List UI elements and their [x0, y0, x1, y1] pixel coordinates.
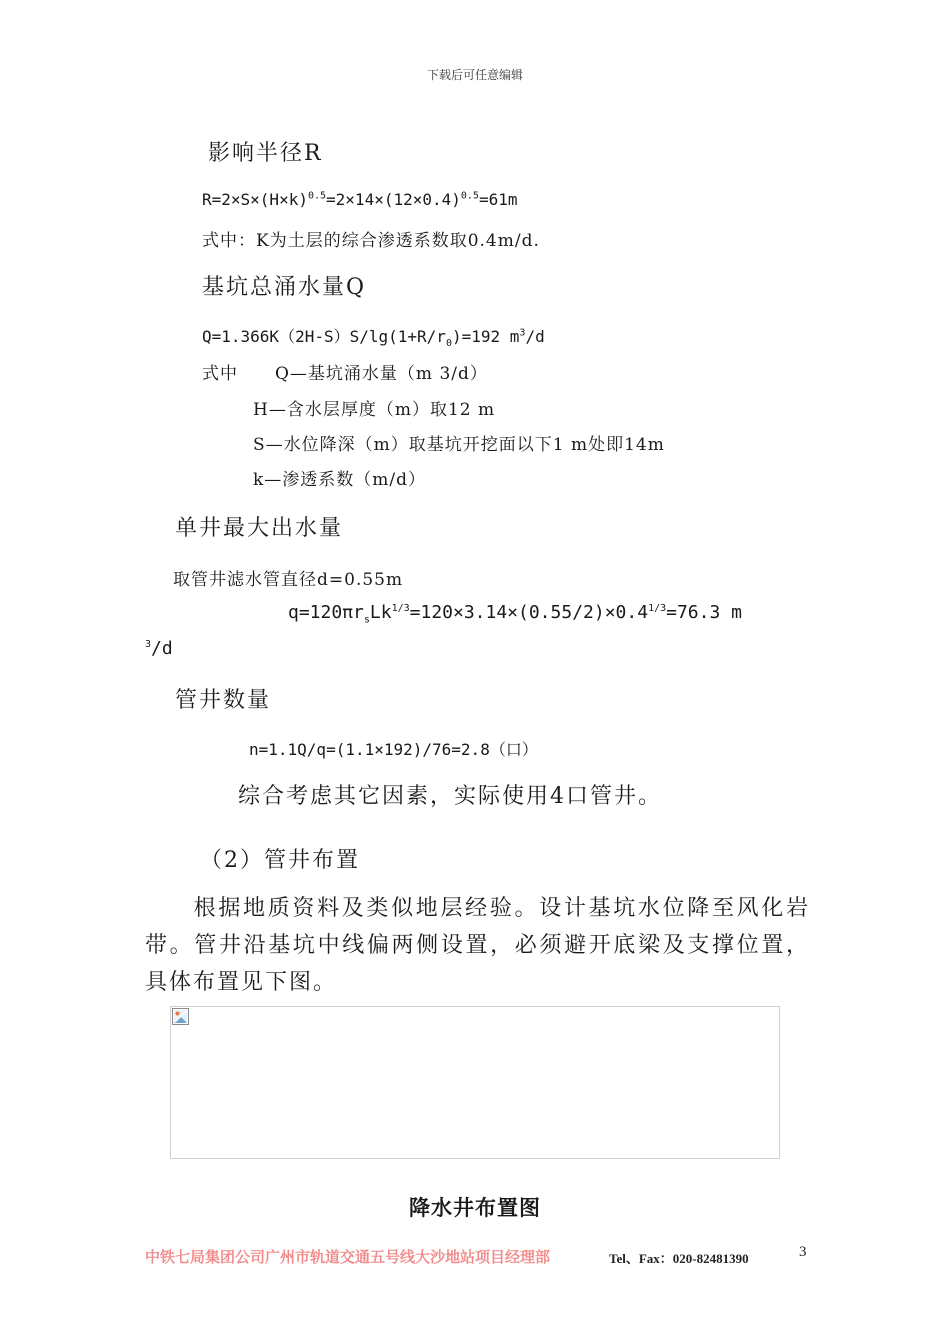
broken-image-icon: [172, 1008, 189, 1025]
page-header: 下载后可任意编辑: [426, 68, 523, 82]
single-formula: $q=120\pi r_sLk^{1/3}=120\times 3.14\times(0.55/2)\times 0.4^{1/3}=76.3$ m: [288, 602, 742, 626]
footer-company: 中铁七局集团公司广州市轨道交通五号线大沙地站项目经理部: [145, 1248, 551, 1266]
single-title: 单井最大出水量: [175, 516, 344, 541]
q-title: 基坑总涌水量Q: [202, 275, 367, 300]
count-conclusion: 综合考虑其它因素，实际使用4口管井。: [238, 784, 662, 809]
q-note-item: S—水位降深（m）取基坑开挖面以下1 m处即14m: [253, 435, 665, 455]
q-formula: $Q=1.366K(2H-S)S/\lg(1+R/r_0)=192$ $m^3/d$: [202, 327, 545, 350]
q-note-item: k—渗透系数（m/d）: [253, 470, 427, 490]
figure-caption: 降水井布置图: [409, 1195, 541, 1220]
single-note: 取管井滤水管直径d=0.55m: [173, 570, 404, 590]
single-formula-wrap: $^3$/d: [145, 638, 173, 659]
q-note-prefix: 式中: [202, 364, 238, 384]
q-note-item: H—含水层厚度（m）取12 m: [253, 400, 496, 420]
layout-paragraph: 根据地质资料及类似地层经验。设计基坑水位降至风化岩带。管井沿基坑中线偏两侧设置，必须避开底梁及支撑位置，具体布置见下图。: [145, 896, 810, 995]
radius-title: 影响半径R: [208, 141, 323, 166]
figure-placeholder: [170, 1006, 780, 1159]
q-note-item: Q—基坑涌水量（m 3/d）: [275, 364, 488, 384]
radius-note: 式中：K为土层的综合渗透系数取0.4m/d.: [202, 231, 540, 251]
page-number: 3: [799, 1244, 807, 1260]
footer-contact: Tel、Fax：020-82481390: [609, 1251, 749, 1266]
radius-formula: $R=2\times S\times(H\times k)^{0.5}=2\times 14\times(12\times 0.4)^{0.5}=61m$: [202, 190, 518, 209]
count-formula: n=1.1Q/q=(1.1×192)/76=2.8（口）: [249, 740, 538, 759]
count-title: 管井数量: [175, 688, 272, 713]
layout-title: （2）管井布置: [200, 848, 360, 873]
